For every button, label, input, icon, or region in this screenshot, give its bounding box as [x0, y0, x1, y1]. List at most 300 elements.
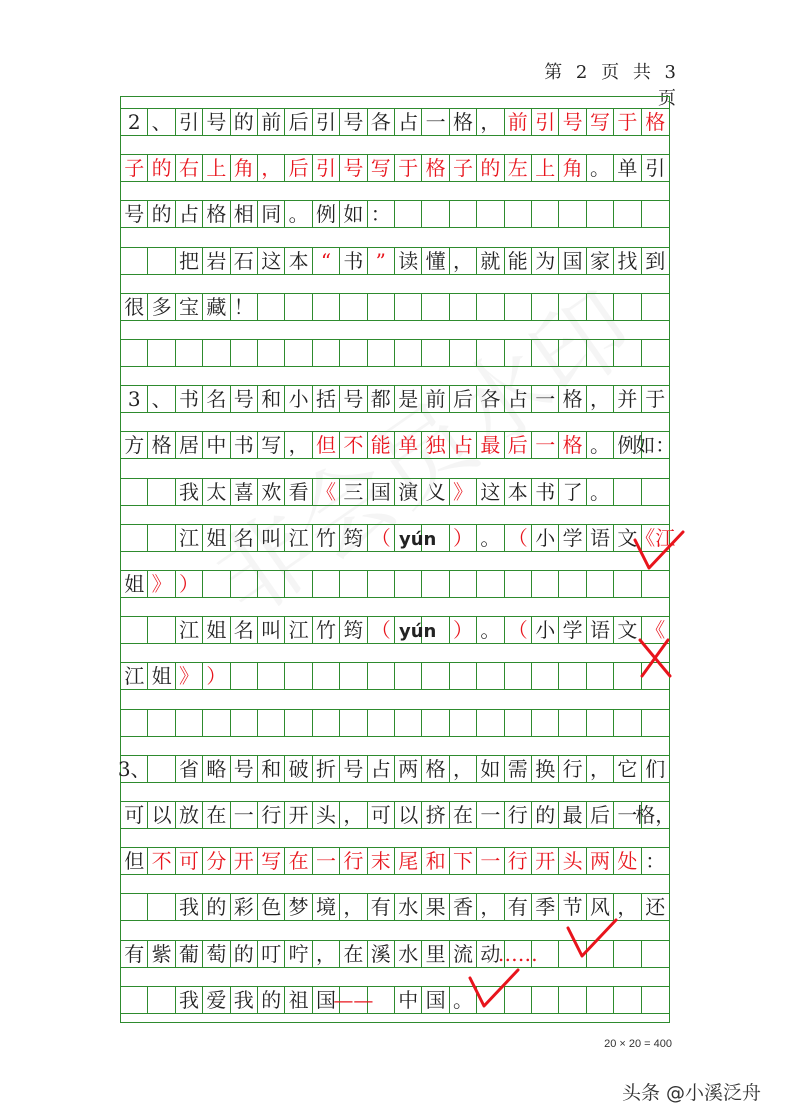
grid-cell: 境 [313, 894, 340, 920]
grid-cell: 的 [532, 802, 559, 828]
grid-cell [395, 294, 422, 320]
grid-cell: 后 [505, 432, 532, 458]
grid-cell: 紫 [148, 941, 175, 967]
grid-cell [505, 663, 532, 689]
grid-cell: 。 [587, 432, 614, 458]
grid-cell [422, 571, 449, 597]
grid-cell: 叫 [258, 525, 285, 551]
grid-cell: 省 [176, 756, 203, 782]
grid-cell [642, 987, 669, 1013]
grid-cell [121, 525, 148, 551]
grid-cell: 演 [395, 479, 422, 505]
grid-row [121, 524, 676, 552]
grid-cell: 这 [258, 248, 285, 274]
grid-cell [477, 663, 504, 689]
grid-cell: 格 [148, 432, 175, 458]
grid-cell [422, 340, 449, 366]
grid-cell [505, 294, 532, 320]
grid-cell [450, 294, 477, 320]
grid-cell: 一 [422, 109, 449, 135]
grid-cell: 写 [368, 155, 395, 181]
grid-cell: 相 [231, 201, 258, 227]
grid-cell: 开 [532, 848, 559, 874]
grid-cell: 的 [231, 109, 258, 135]
grid-cell [532, 294, 559, 320]
grid-cell: 筠 [340, 525, 367, 551]
grid-cell [477, 340, 504, 366]
grid-cell: 江 [176, 617, 203, 643]
grid-cell [340, 294, 367, 320]
grid-cell [148, 710, 175, 736]
grid-cell [559, 201, 586, 227]
grid-cell: ） [450, 617, 477, 643]
grid-cell [532, 987, 559, 1013]
grid-cell: 国 [559, 248, 586, 274]
grid-cell [148, 340, 175, 366]
grid-cell [395, 571, 422, 597]
grid-cell [258, 663, 285, 689]
grid-cell [587, 340, 614, 366]
grid-cell [395, 710, 422, 736]
grid-cell [642, 710, 669, 736]
grid-cell: 于 [614, 109, 641, 135]
grid-cell: 写 [258, 848, 285, 874]
grid-cell: 。 [477, 525, 504, 551]
grid-cell [587, 941, 614, 967]
grid-cell: 萄 [203, 941, 230, 967]
grid-cell: 看 [285, 479, 312, 505]
grid-cell: 后 [285, 155, 312, 181]
grid-cell: 里 [422, 941, 449, 967]
grid-cell: 右 [176, 155, 203, 181]
grid-cell [368, 710, 395, 736]
grid-cell [368, 663, 395, 689]
grid-cell: 有 [121, 941, 148, 967]
grid-cell: 溪 [368, 941, 395, 967]
grid-cell: 占 [450, 432, 477, 458]
grid-cell: 单 [395, 432, 422, 458]
grid-cell [505, 987, 532, 1013]
grid-cell: 书 [532, 479, 559, 505]
grid-cell: 3、 [117, 756, 151, 781]
grid-cell [642, 340, 669, 366]
grid-cell: 能 [505, 248, 532, 274]
grid-cell: 江 [285, 525, 312, 551]
grid-cell [587, 710, 614, 736]
grid-cell: 号 [231, 386, 258, 412]
grid-row [121, 478, 669, 506]
grid-cell: 略 [203, 756, 230, 782]
grid-cell: 、 [148, 386, 175, 412]
grid-cell [532, 941, 559, 967]
grid-cell: 水 [395, 941, 422, 967]
grid-cell [450, 201, 477, 227]
grid-cell: ， [313, 941, 340, 967]
grid-cell: 有 [505, 894, 532, 920]
grid-cell [121, 248, 148, 274]
grid-cell [505, 201, 532, 227]
grid-cell: 们 [645, 756, 666, 781]
grid-cell: 的 [258, 987, 285, 1013]
grid-cell [450, 710, 477, 736]
grid-cell [614, 571, 641, 597]
grid-cell: 例 [614, 432, 641, 458]
grid-cell: 以 [395, 802, 422, 828]
grid-cell: 我 [231, 987, 258, 1013]
grid-cell [559, 663, 586, 689]
grid-cell [614, 340, 641, 366]
grid-cell: 同 [258, 201, 285, 227]
grid-cell: 找 [614, 248, 641, 274]
grid-cell: 于 [645, 387, 666, 412]
grid-cell: 动 [477, 941, 504, 967]
grid-cell [587, 663, 614, 689]
grid-cell: 格 [645, 110, 666, 134]
grid-cell: 我 [176, 894, 203, 920]
grid-cell: ， [477, 109, 504, 135]
grid-cell: 本 [285, 248, 312, 274]
grid-cell: 我 [176, 479, 203, 505]
grid-cell: 居 [176, 432, 203, 458]
grid-cell: （ [368, 525, 395, 551]
grid-cell: 名 [203, 386, 230, 412]
grid-cell: 为 [532, 248, 559, 274]
grid-cell [614, 201, 641, 227]
grid-cell: 太 [203, 479, 230, 505]
grid-row [121, 247, 669, 275]
grid-cell: ： [645, 849, 666, 874]
grid-cell: 占 [368, 756, 395, 782]
grid-cell: 。 [450, 987, 477, 1013]
grid-cell: 最 [559, 802, 586, 828]
grid-cell: 括 [313, 386, 340, 412]
grid-cell: 都 [368, 386, 395, 412]
grid-count: 20 × 20 = 400 [604, 1038, 672, 1050]
grid-cell: 是 [395, 386, 422, 412]
grid-cell [121, 894, 148, 920]
grid-cell [285, 340, 312, 366]
grid-cell: （ [505, 617, 532, 643]
grid-cell: 水 [395, 894, 422, 920]
grid-cell: ， [450, 756, 477, 782]
grid-cell: 叫 [258, 617, 285, 643]
grid-cell: 但 [121, 848, 148, 874]
grid-cell: 喜 [231, 479, 258, 505]
grid-cell: 行 [505, 802, 532, 828]
grid-cell [313, 294, 340, 320]
grid-cell: 开 [285, 802, 312, 828]
grid-cell: 号 [340, 155, 367, 181]
grid-cell [614, 710, 641, 736]
grid-cell [450, 340, 477, 366]
pinyin-annotation: yún [399, 621, 437, 643]
grid-cell: ， [285, 432, 312, 458]
grid-cell: 占 [176, 201, 203, 227]
grid-cell [340, 710, 367, 736]
grid-cell: 左 [505, 155, 532, 181]
grid-cell [148, 756, 175, 782]
grid-cell [505, 571, 532, 597]
grid-cell [285, 571, 312, 597]
grid-cell: 书 [176, 386, 203, 412]
grid-cell: 姐 [203, 525, 230, 551]
grid-cell: 不 [340, 432, 367, 458]
grid-cell: 文 [614, 525, 641, 551]
grid-cell: 格 [422, 756, 449, 782]
grid-cell: ！ [231, 294, 258, 320]
grid-cell: 前 [422, 386, 449, 412]
grid-cell [176, 710, 203, 736]
grid-cell: 的 [231, 941, 258, 967]
grid-cell: 前 [505, 109, 532, 135]
grid-row [121, 709, 669, 737]
grid-cell: 如 [340, 201, 367, 227]
grid-cell: 一 [614, 802, 641, 828]
grid-cell: 江 [285, 617, 312, 643]
grid-cell: 能 [368, 432, 395, 458]
grid-cell: 下 [450, 848, 477, 874]
grid-cell: ， [258, 155, 285, 181]
grid-cell: 在 [285, 848, 312, 874]
grid-cell: 。 [587, 479, 614, 505]
grid-cell [148, 987, 175, 1013]
grid-cell [532, 340, 559, 366]
grid-cell: 书 [231, 432, 258, 458]
grid-cell: 处 [614, 848, 641, 874]
grid-cell: 各 [477, 386, 504, 412]
grid-cell: 藏 [203, 294, 230, 320]
grid-cell: 宝 [176, 294, 203, 320]
grid-cell: 子 [450, 155, 477, 181]
grid-cell: 如： [635, 433, 676, 458]
grid-cell: 义 [422, 479, 449, 505]
grid-cell [587, 201, 614, 227]
grid-cell: 换 [532, 756, 559, 782]
grid-cell: 读 [395, 248, 422, 274]
grid-cell: 还 [645, 895, 666, 920]
grid-cell: 石 [231, 248, 258, 274]
grid-cell: 国 [422, 987, 449, 1013]
grid-cell: 季 [532, 894, 559, 920]
grid-cell [148, 479, 175, 505]
grid-cell [505, 340, 532, 366]
grid-cell: 一 [231, 802, 258, 828]
grid-cell: 号 [121, 201, 148, 227]
grid-cell [532, 663, 559, 689]
grid-cell: 尾 [395, 848, 422, 874]
grid-cell: 的 [477, 155, 504, 181]
grid-cell: 开 [231, 848, 258, 874]
grid-cell: 书 [340, 248, 367, 274]
grid-cell: 学 [559, 617, 586, 643]
grid-cell [258, 294, 285, 320]
grid-cell: 把 [176, 248, 203, 274]
author-credit: 头条 @小溪泛舟 [622, 1082, 762, 1104]
grid-cell [203, 340, 230, 366]
grid-cell [614, 987, 641, 1013]
grid-cell: 2 [121, 109, 148, 135]
grid-cell: 香 [450, 894, 477, 920]
grid-cell: 于 [395, 155, 422, 181]
grid-cell: 各 [368, 109, 395, 135]
grid-cell: 多 [148, 294, 175, 320]
grid-cell [395, 201, 422, 227]
grid-cell: 并 [614, 386, 641, 412]
grid-cell [340, 663, 367, 689]
grid-row [121, 986, 669, 1014]
grid-cell: 在 [203, 802, 230, 828]
grid-cell: 国 [313, 987, 340, 1013]
grid-cell [148, 617, 175, 643]
grid-cell: 》 [450, 479, 477, 505]
grid-cell: 一 [477, 802, 504, 828]
grid-cell: 很 [121, 294, 148, 320]
grid-cell [285, 710, 312, 736]
grid-cell [285, 663, 312, 689]
manuscript-grid [117, 96, 676, 1023]
grid-row [121, 893, 669, 921]
grid-cell [477, 710, 504, 736]
grid-cell: 。 [477, 617, 504, 643]
grid-cell [368, 571, 395, 597]
grid-cell: 需 [505, 756, 532, 782]
grid-cell: 中 [203, 432, 230, 458]
grid-row [121, 616, 669, 644]
grid-cell: 三 [340, 479, 367, 505]
grid-cell: 在 [450, 802, 477, 828]
grid-cell: 例 [313, 201, 340, 227]
grid-cell: ， [340, 894, 367, 920]
grid-cell: 小 [285, 386, 312, 412]
grid-cell [121, 987, 148, 1013]
grid-cell [505, 710, 532, 736]
grid-cell: —— [333, 987, 374, 1012]
grid-cell: 它 [614, 756, 641, 782]
grid-cell [121, 479, 148, 505]
grid-row [121, 940, 669, 968]
grid-cell: “ [313, 248, 340, 274]
grid-row [121, 847, 669, 875]
grid-cell: 岩 [203, 248, 230, 274]
grid-cell: 这 [477, 479, 504, 505]
grid-cell: 行 [340, 848, 367, 874]
grid-row [121, 293, 669, 321]
grid-cell: ） [450, 525, 477, 551]
grid-row [121, 339, 669, 367]
grid-cell [258, 340, 285, 366]
grid-cell [422, 294, 449, 320]
grid-cell: 》 [148, 571, 175, 597]
grid-cell: 前 [258, 109, 285, 135]
grid-cell: 姐 [148, 663, 175, 689]
grid-cell [368, 294, 395, 320]
grid-cell: 和 [258, 756, 285, 782]
grid-cell [587, 294, 614, 320]
grid-cell: 文 [614, 617, 641, 643]
grid-cell: 竹 [313, 617, 340, 643]
grid-cell: 上 [532, 155, 559, 181]
grid-cell: 号 [340, 386, 367, 412]
grid-cell [587, 987, 614, 1013]
grid-cell: 江 [121, 663, 148, 689]
page-number: 第 2 页 共 3 页 [544, 62, 680, 109]
grid-cell: 江 [176, 525, 203, 551]
grid-row [121, 200, 669, 228]
grid-cell [148, 894, 175, 920]
grid-cell: 葡 [176, 941, 203, 967]
grid-cell: 格， [635, 803, 676, 827]
grid-cell [559, 294, 586, 320]
grid-cell: 引 [645, 156, 666, 181]
grid-cell: 叮 [258, 941, 285, 967]
grid-cell: 角 [559, 155, 586, 181]
grid-cell: 后 [587, 802, 614, 828]
grid-cell: ： [368, 201, 395, 227]
grid-cell [121, 617, 148, 643]
grid-cell: 行 [505, 848, 532, 874]
grid-cell: 后 [450, 386, 477, 412]
grid-cell: 果 [422, 894, 449, 920]
grid-cell: ， [450, 248, 477, 274]
grid-cell [559, 340, 586, 366]
grid-cell: 折 [313, 756, 340, 782]
grid-cell [477, 571, 504, 597]
grid-cell [559, 987, 586, 1013]
grid-cell [422, 201, 449, 227]
grid-cell: 以 [148, 802, 175, 828]
grid-cell: 占 [395, 109, 422, 135]
grid-cell: 格 [422, 155, 449, 181]
grid-cell: 不 [148, 848, 175, 874]
grid-cell: 姐 [203, 617, 230, 643]
grid-cell [258, 571, 285, 597]
grid-cell: 的 [148, 201, 175, 227]
grid-cell: 但 [313, 432, 340, 458]
grid-cell: 一 [477, 848, 504, 874]
grid-cell: ， [340, 802, 367, 828]
grid-cell: 和 [258, 386, 285, 412]
grid-cell [313, 571, 340, 597]
grid-cell: （ [505, 525, 532, 551]
grid-row [121, 662, 669, 690]
grid-cell: 《江 [635, 525, 676, 550]
grid-cell [395, 340, 422, 366]
grid-cell: 就 [477, 248, 504, 274]
grid-cell: 可 [368, 802, 395, 828]
grid-cell: 风 [587, 894, 614, 920]
grid-cell: 号 [340, 109, 367, 135]
grid-cell [559, 710, 586, 736]
grid-cell: 节 [559, 894, 586, 920]
grid-cell: ） [176, 571, 203, 597]
grid-cell: 我 [176, 987, 203, 1013]
grid-cell: 在 [340, 941, 367, 967]
grid-cell: 引 [313, 109, 340, 135]
grid-cell: 角 [231, 155, 258, 181]
grid-cell [614, 294, 641, 320]
grid-cell: 语 [587, 525, 614, 551]
grid-cell [559, 571, 586, 597]
grid-cell: 咛 [285, 941, 312, 967]
grid-cell [313, 340, 340, 366]
grid-cell [642, 479, 669, 505]
grid-cell: 如 [477, 756, 504, 782]
grid-cell: 两 [587, 848, 614, 874]
grid-cell [614, 941, 641, 967]
grid-cell [203, 710, 230, 736]
grid-cell: 、 [148, 109, 175, 135]
grid-cell: 一 [313, 848, 340, 874]
